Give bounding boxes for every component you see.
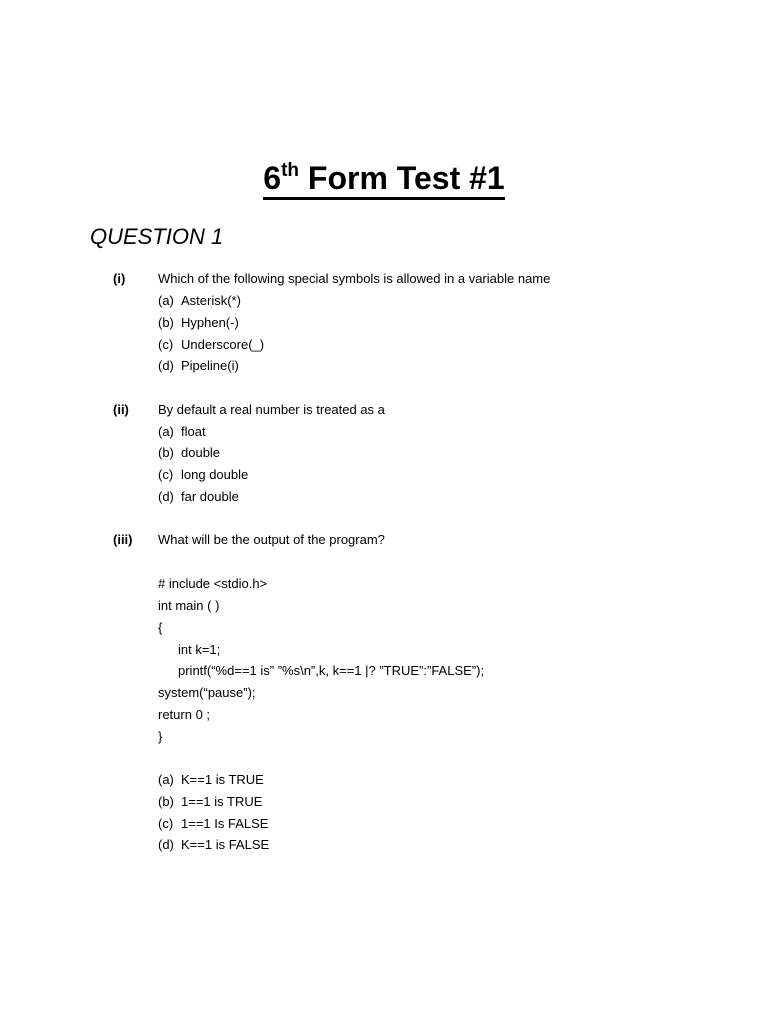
question-1-option (158, 357, 239, 375)
option-letter: (a) (158, 293, 174, 308)
option-text: far double (181, 489, 239, 504)
code-line: system(“pause”); (158, 685, 256, 700)
question-2-option (158, 488, 239, 506)
question-3-option (158, 793, 262, 811)
option-text: float (181, 424, 206, 439)
option-letter: (c) (158, 467, 174, 482)
option-text: K==1 is FALSE (181, 837, 270, 852)
option-letter: (d) (158, 358, 174, 373)
code-line: # include <stdio.h> (158, 576, 268, 591)
option-letter: (d) (158, 489, 174, 504)
question-3-number: (iii) (113, 532, 133, 547)
question-1-option (158, 314, 239, 332)
option-text: K==1 is TRUE (181, 772, 264, 787)
option-text: Underscore(_) (181, 337, 265, 352)
option-text: 1==1 is TRUE (181, 794, 263, 809)
question-3-text: What will be the output of the program? (158, 532, 385, 547)
page-title (0, 158, 768, 200)
question-1-text: Which of the following special symbols is allowed in a variable name (158, 271, 551, 286)
code-line: { (158, 620, 163, 635)
code-line: return 0 ; (158, 707, 211, 722)
option-letter: (a) (158, 772, 174, 787)
question-2-option (158, 466, 248, 484)
question-3-option (158, 815, 268, 833)
option-text: long double (181, 467, 249, 482)
option-text: Pipeline(i) (181, 358, 239, 373)
page-title-underlined (263, 159, 504, 200)
question-2-number: (ii) (113, 402, 129, 417)
question-3-option (158, 836, 269, 854)
title-superscript: th (281, 160, 300, 181)
option-text: 1==1 Is FALSE (181, 816, 269, 831)
code-line: printf(“%d==1 is” ”%s\n”,k, k==1 |? ”TRUE”:”FALSE”); (178, 663, 485, 678)
option-text: double (181, 445, 221, 460)
code-line: int k=1; (178, 642, 221, 657)
title-text: Form Test #1 (299, 160, 505, 196)
section-heading: QUESTION 1 (90, 224, 224, 249)
question-2-option (158, 444, 220, 462)
option-letter: (a) (158, 424, 174, 439)
option-text: Asterisk(*) (181, 293, 241, 308)
option-letter: (c) (158, 816, 174, 831)
option-text: Hyphen(-) (181, 315, 239, 330)
question-3-option (158, 771, 264, 789)
option-letter: (c) (158, 337, 174, 352)
option-letter: (b) (158, 315, 174, 330)
code-line: int main ( ) (158, 598, 220, 613)
question-1-option (158, 292, 241, 310)
option-letter: (d) (158, 837, 174, 852)
option-letter: (b) (158, 445, 174, 460)
question-1-number: (i) (113, 271, 126, 286)
title-number: 6 (263, 160, 282, 196)
code-line: } (158, 729, 163, 744)
option-letter: (b) (158, 794, 174, 809)
question-1-option (158, 336, 264, 354)
question-2-text: By default a real number is treated as a (158, 402, 385, 417)
question-2-option (158, 423, 206, 441)
